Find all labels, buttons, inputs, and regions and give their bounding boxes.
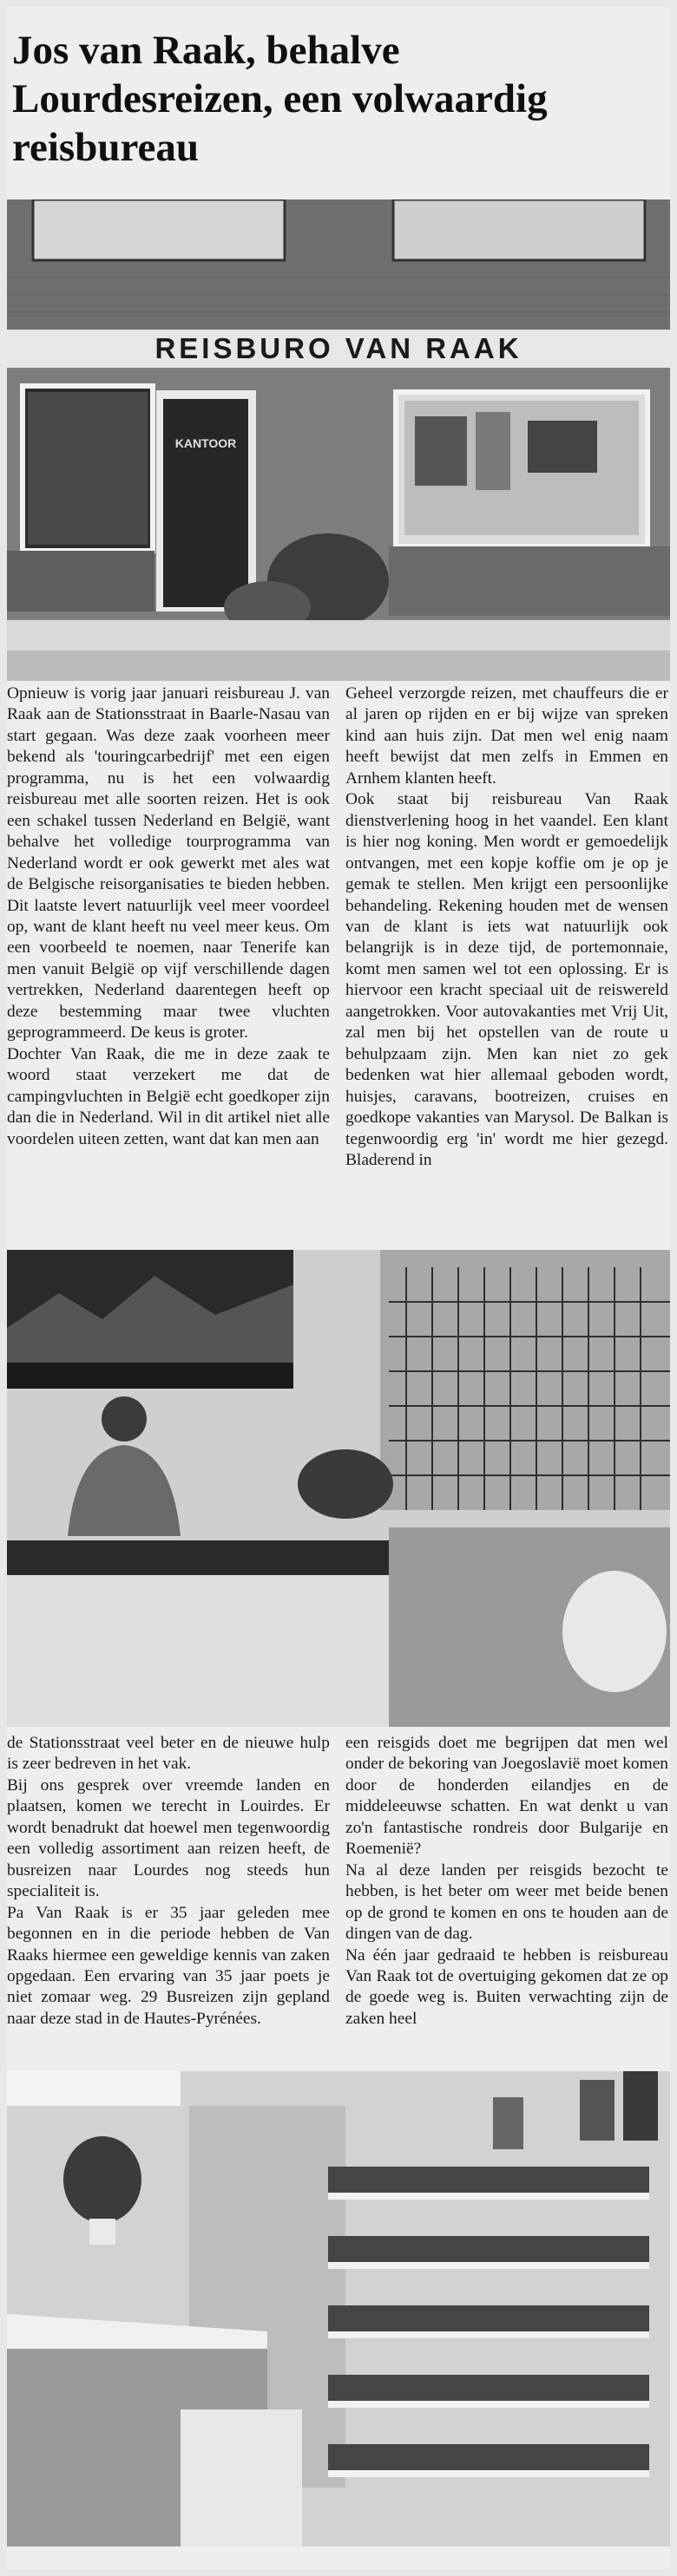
paragraph: de Stationsstraat veel beter en de nieuwe hulp is zeer bedreven in het vak. — [7, 1734, 330, 1774]
column-2-right — [345, 1733, 668, 2030]
storefront-photo — [7, 199, 670, 681]
paragraph: Dochter Van Raak, die me in deze zaak te woord staat verzekert me dat de campingvluchten in België echt goedkoper zijn dan die in Nederland. Wil in dit artikel niet alle voordelen uiteen zetten, want dat kan men aan — [7, 1044, 330, 1148]
brochure-rack-photo — [7, 2071, 670, 2547]
door-sign: KANTOOR — [174, 436, 237, 450]
paragraph: Geheel verzorgde reizen, met chauffeurs die er al jaren op rijden en er bij wijze van spreken kind aan huis zijn. Dat men wel enig naam heeft bewijst dat men zelfs in Emmen en Arnhem klanten heeft. — [345, 684, 668, 788]
paragraph: Ook staat bij reisbureau Van Raak dienstverlening hoog in het vaandel. Een klant is hier nog koning. Men wordt er gemoedelijk ontvangen, met een kopje koffie om je op je gemak te stellen. Men krijgt een persoonlijke behandeling. Rekening houden met de wensen van de klant is iets wat natuurlijk ook belangrijk is in deze tijd, de portemonnaie, komt men samen wel tot een oplossing. Er is hiervoor een kracht speciaal uit de reiswereld aangetrokken. Voor autovakanties met Vrij Uit, zal men bij het opstellen van de route u behulpzaam zijn. Men kan niet zo gek bedenken wat hier allemaal geboden wordt, huisjes, caravans, bootreizen, cruises en goedkope vakanties van Marysol. De Balkan is tegenwoordig erg 'in' wordt me hier gezegd. Bladerend in — [345, 790, 668, 1169]
paragraph: Bij ons gesprek over vreemde landen en plaatsen, komen we terecht in Louirdes. Er wordt benadrukt dat hoewel men tegenwoordig een volledig assortiment aan reizen heeft, de busreizen naar Lourdes nog steeds hun specialiteit is. — [7, 1775, 330, 1901]
column-1-left — [7, 683, 330, 1150]
paragraph: Opnieuw is vorig jaar januari reisbureau J. van Raak aan de Stationsstraat in Baarle-Nasau van start gegaan. Was deze zaak voorheen meer bekend als 'touringcarbedrijf' met een eigen programma, nu is het een volwaardig reisbureau met alle soorten reizen. Het is ook een schakel tussen Nederland en België, want behalve het volledige tourprogramma van Nederland wordt er ook gewerkt met ales wat de Belgische reisorganisaties te bieden hebben. Dit laatste levert natuurlijk veel meer voordeel op, want de klant heeft nu veel meer keus. Om een voorbeeld te noemen, naar Tenerife kan men vanuit België op vijf verschillende dagen vertrekken, Nederland daarentegen heeft op deze bestemming maar twee vluchten geprogrammeerd. De keus is groter. — [7, 684, 330, 1043]
paragraph: Pa Van Raak is er 35 jaar geleden mee begonnen en in die periode hebben de Van Raaks hiermee een geweldige kennis van zaken opgedaan. Een ervaring van 35 jaar poets je niet zomaar weg. 29 Busreizen zijn gepland naar deze stad in de Hautes-Pyrénées. — [7, 1903, 330, 2028]
column-2-left — [7, 1733, 330, 2030]
paragraph: Na al deze landen per reisgids bezocht te hebben, is het beter om weer met beide benen op de grond te komen en ons te houden aan de dingen van de dag. — [345, 1860, 668, 1944]
newspaper-clipping — [7, 7, 670, 2569]
paragraph: een reisgids doet me begrijpen dat men wel onder de bekoring van Joegoslavië moet komen door de honderden eilandjes en de middeleeuwse schatten. En wat denkt u van zo'n fantastische rondreis door Bulgarije en Roemenië? — [345, 1734, 668, 1859]
column-1-right — [345, 683, 668, 1171]
office-interior-photo — [7, 1250, 670, 1727]
article-headline: Jos van Raak, behalve Lourdesreizen, een volwaardig reisbureau — [12, 28, 548, 170]
paragraph: Na één jaar gedraaid te hebben is reisbureau Van Raak tot de overtuiging gekomen dat ze op de goede weg is. Buiten verwachting zijn de zaken heel — [345, 1945, 668, 2028]
shop-sign: REISBURO VAN RAAK — [154, 332, 523, 364]
